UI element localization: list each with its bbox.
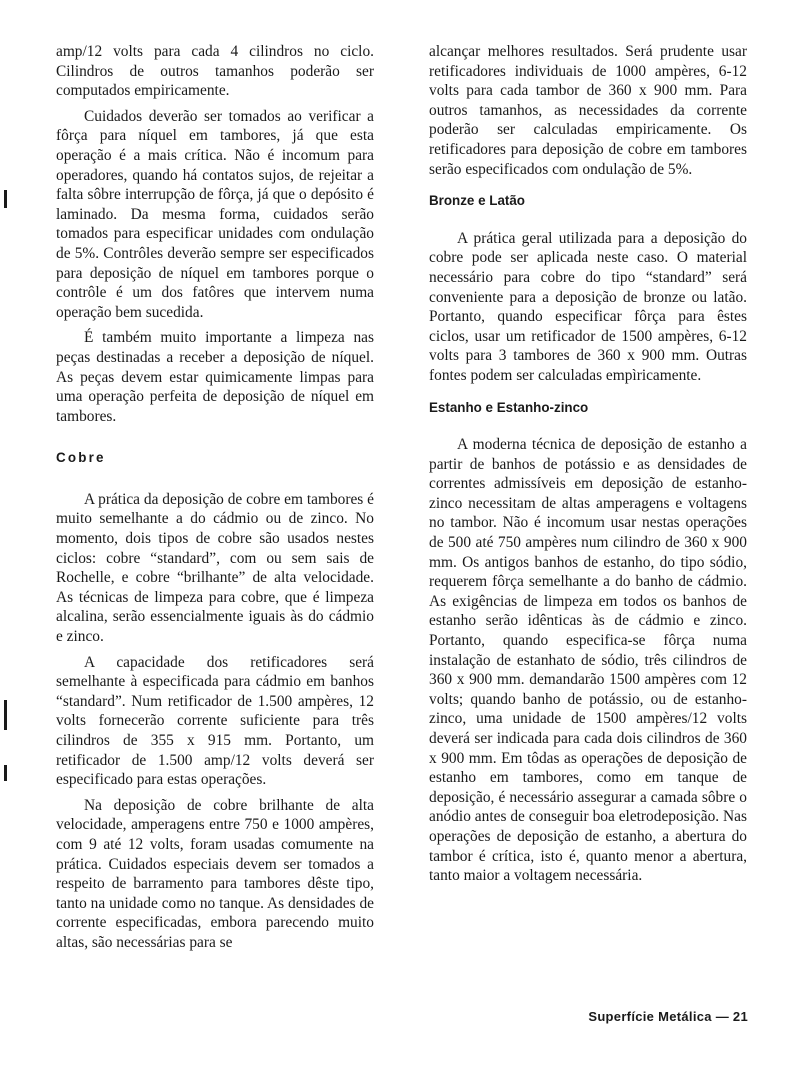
paragraph: A capacidade dos retificadores será semelhante à especificada para cádmio em banhos “standard”. Num retificador de 1.500 ampères, 12 volts fornecerão corrente suficiente para três cilindros de 355 x 915 mm. Portanto, um retificador de 1.500 amp/12 volts deverá ser especificado para estas operações.	[56, 653, 374, 789]
paragraph: A prática da deposição de cobre em tambores é muito semelhante a do cádmio ou de zinco. No momento, dois tipos de cobre são usados nestes ciclos: cobre “standard”, com ou sem sais de Rochelle, e cobre “brilhante” de alta velocidade. As técnicas de limpeza para cobre, que é limpeza alcalina, serão essencialmente iguais às do cádmio e zinco.	[56, 490, 374, 646]
section-heading-cobre: Cobre	[56, 450, 106, 466]
scan-mark	[4, 700, 7, 730]
paragraph: A moderna técnica de deposição de estanho a partir de banhos de potássio e as densidades de correntes admissíveis em deposição de estanho-zinco necessitam de altas amperagens e voltagens no tambor. Não é incomum usar nestas operações de 500 até 750 ampères num cilindro de 360 x 900 mm. Os antigos banhos de estanho, do tipo sódio, requerem fôrça semelhante a do banho de cádmio. As exigências de limpeza em todos os banhos de estanho serão idênticas às de cádmio e zinco. Portanto, quando especifica-se fôrça numa instalação de estanhato de sódio, três cilindros de 360 x 900 mm. demandarão 1500 ampères com 12 volts; quando banho de potássio, ou de estanho-zinco, uma unidade de 1500 ampères/12 volts deverá ser indicada para cada dois cilindros de 360 x 900 mm. Em tôdas as operações de deposição de estanho em tambores, como em tanque de deposição, é necessário assegurar a camada sôbre o anódio antes de conseguir boa eletrodeposição. Nas operações de deposição de estanho, a abertura do tambor é crítica, isto é, quanto menor a abertura, tanto maior a voltagem necessária.	[429, 436, 747, 885]
left-column	[56, 42, 374, 959]
scan-mark	[4, 765, 7, 781]
paragraph: É também muito importante a limpeza nas peças destinadas a receber a deposição de níquel. As peças devem estar quimicamente limpas para uma operação perfeita de deposição de níquel em tambores.	[56, 329, 374, 425]
section-heading-bronze: Bronze e Latão	[429, 193, 525, 209]
right-column	[429, 42, 747, 892]
paragraph: alcançar melhores resultados. Será prudente usar retificadores individuais de 1000 ampères, 6-12 volts para cada tambor de 360 x 900 mm. Para outros tamanhos, as necessidades da corrente poderão ser calculadas empiricamente. Os retificadores para deposição de cobre em tambores serão especificados com ondulação de 5%.	[429, 43, 747, 178]
paragraph: Cuidados deverão ser tomados ao verificar a fôrça para níquel em tambores, já que esta operação é a mais crítica. Não é incomum para operadores, quando há contatos sujos, de rejeitar a falta sôbre interrupção de fôrça, já que o depósito é laminado. Da mesma forma, cuidados serão tomados para especificar unidades com ondulação de 5%. Contrôles deverão sempre ser especificados para deposição de níquel em tambores porque o contrôle é um dos fatôres que intervem numa operação bem sucedida.	[56, 107, 374, 321]
paragraph: amp/12 volts para cada 4 cilindros no ciclo. Cilindros de outros tamanhos poderão ser computados empiricamente.	[56, 43, 374, 100]
paragraph: Na deposição de cobre brilhante de alta velocidade, amperagens entre 750 e 1000 ampères, com 9 até 12 volts, foram usadas comumente na prática. Cuidados especiais devem ser tomados a respeito de barramento para tambores dêste tipo, tanto na unidade como no tanque. As densidades de corrente especificadas, embora parecendo muito altas, são necessárias para se	[56, 796, 374, 951]
paragraph: A prática geral utilizada para a deposição do cobre pode ser aplicada neste caso. O material necessário para cobre do tipo “standard” será conveniente para a deposição de bronze ou latão. Portanto, quando especificar fôrça para êstes ciclos, usar um retificador de 1500 ampères, 6-12 volts para 3 tambores de 360 x 900 mm. Outras fontes podem ser calculadas empìricamente.	[429, 229, 747, 384]
scan-mark	[4, 190, 7, 208]
section-heading-estanho: Estanho e Estanho-zinco	[429, 399, 589, 415]
page-footer: Superfície Metálica — 21	[588, 1009, 748, 1024]
